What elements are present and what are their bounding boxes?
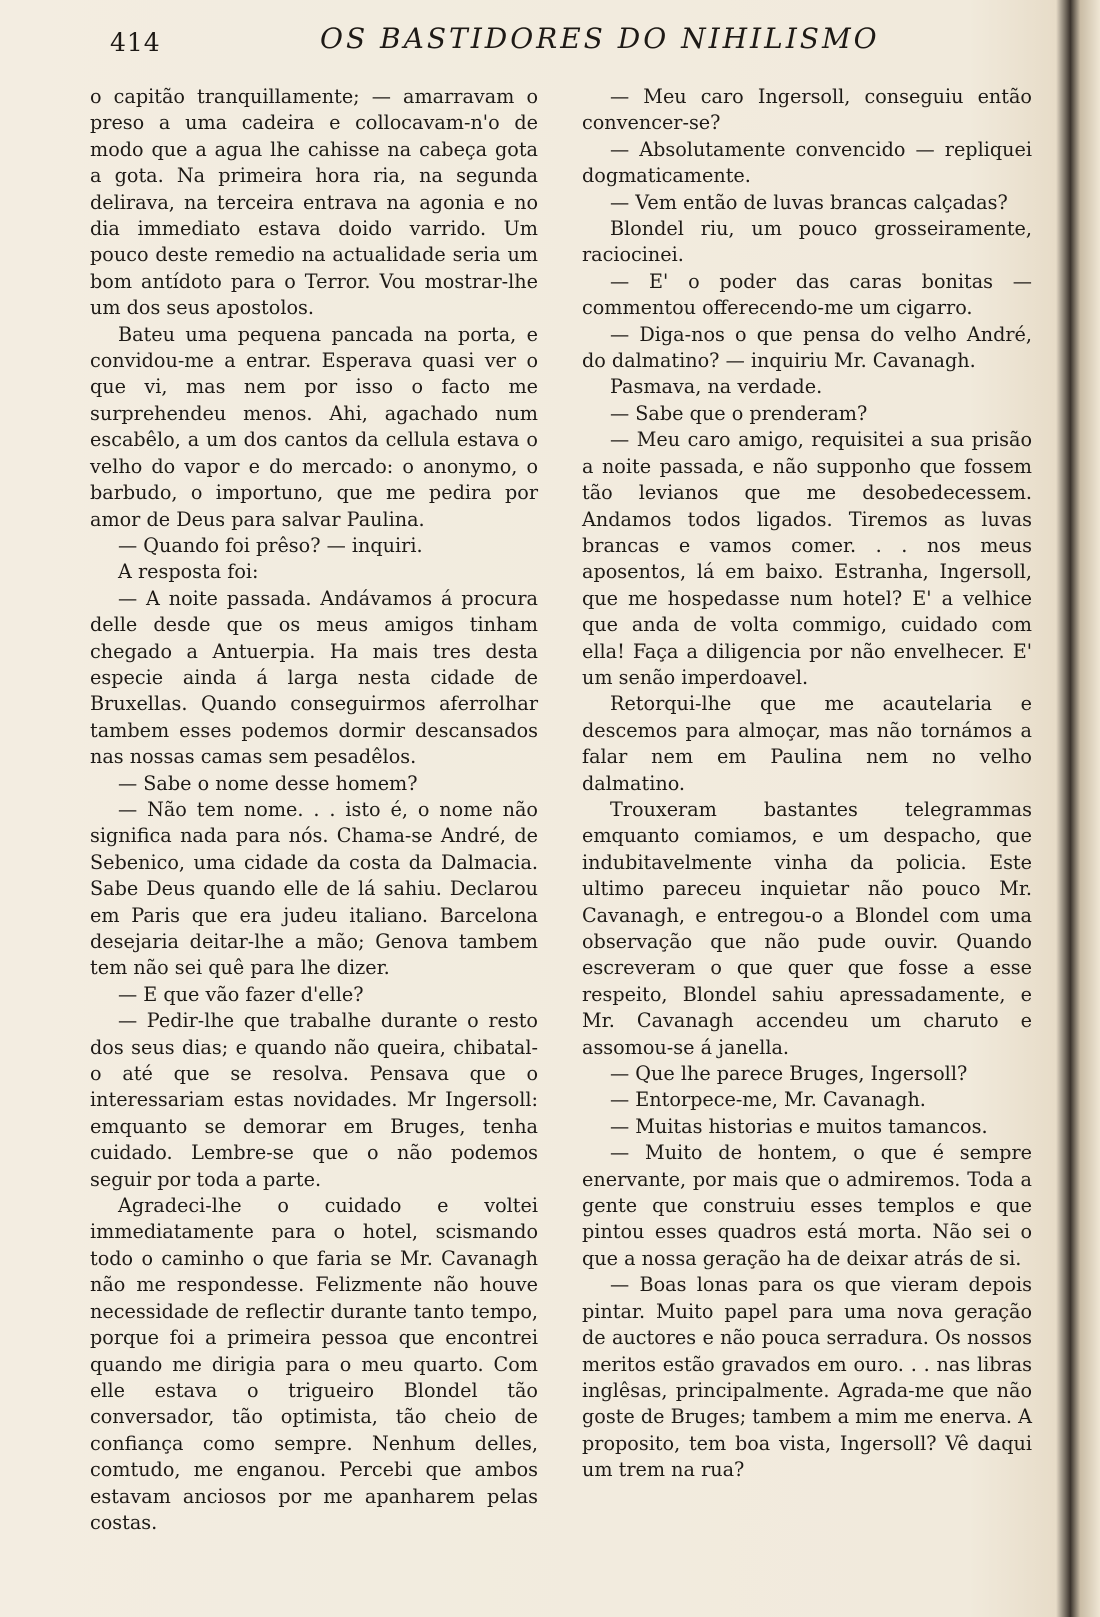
dialogue-line: — Não tem nome. . . isto é, o nome não significa nada para nós. Chama-se André, de Sebenico, uma cidade da costa da Dalmacia. Sabe Deus quando elle de lá sahiu. Declarou em Paris que era judeu italiano. Barcelona desejaria deitar-lhe a mão; Genova tambem tem não sei quê para lhe dizer. [90,797,538,980]
dialogue-line: — E' o poder das caras bonitas — commentou offerecendo-me um cigarro. [582,269,1032,320]
dialogue-line: — Pedir-lhe que trabalhe durante o resto dos seus dias; e quando não queira, chibatal-o até que se resolva. Pensava que o interessariam estas novidades. Mr Ingersoll: emquanto se demorar em Bruges, tenha cuidado. Lembre-se que o não podemos seguir por toda a parte. [90,1009,538,1191]
paragraph: Pasmava, na verdade. [610,375,823,399]
dialogue-line: — Quando foi prêso? — inquiri. [118,533,423,557]
dialogue-line: — A noite passada. Andávamos á procura delle desde que os meus amigos tinham chegado a Antuerpia. Ha mais tres desta especie ainda á larga nesta cidade de Bruxellas. Quando conseguirmos aferrolhar tambem esses podemos dormir descansados nas nossas camas sem pesadêlos. [90,586,538,769]
paragraph: Agradeci-lhe o cuidado e voltei immediatamente para o hotel, scismando todo o caminho o que faria se Mr. Cavanagh não me respondesse. Felizmente não houve necessidade de reflectir durante tanto tempo, porque foi a primeira pessoa que encontrei quando me dirigia para o meu quarto. Com elle estava o trigueiro Blondel tão conversador, tão optimista, tão cheio de confiança como sempre. Nenhum delles, comtudo, me enganou. Percebi que ambos estavam anciosos por me apanharem pelas costas. [90,1194,538,1534]
paragraph: Retorqui-lhe que me acautelaria e descemos para almoçar, mas não tornámos a falar nem em Paulina nem no velho dalmatino. [582,692,1032,795]
right-column [582,84,1032,1484]
running-title: OS BASTIDORES DO NIHILISMO [320,22,880,55]
dialogue-line: — Diga-nos o que pensa do velho André, do dalmatino? — inquiriu Mr. Cavanagh. [582,322,1032,373]
paragraph: Blondel riu, um pouco grosseiramente, raciocinei. [582,217,1032,267]
dialogue-line: — Boas lonas para os que vieram depois pintar. Muito papel para uma nova geração de auctores e não pouca serradura. Os nossos meritos estão gravados em ouro. . . nas libras inglêsas, principalmente. Agrada-me que não goste de Bruges; tambem a mim me enerva. A proposito, tem boa vista, Ingersoll? Vê daqui um trem na rua? [582,1273,1032,1482]
paragraph: Trouxeram bastantes telegrammas emquanto comiamos, e um despacho, que indubitavelmente vinha da policia. Este ultimo pareceu inquietar não pouco Mr. Cavanagh, e entregou-o a Blondel com uma observação que não pude ouvir. Quando escreveram o que quer que fosse a esse respeito, Blondel sahiu apressadamente, e Mr. Cavanagh accendeu um charuto e assomou-se á janella. [582,797,1032,1059]
paragraph: Bateu uma pequena pancada na porta, e convidou-me a entrar. Esperava quasi ver o que vi, mas nem por isso o facto me surprehendeu menos. Ahi, agachado num escabêlo, a um dos cantos da cellula estava o velho do vapor e do mercado: o anonymo, o barbudo, o importuno, que me pedira por amor de Deus para salvar Paulina. [90,322,538,531]
dialogue-line: — E que vão fazer d'elle? [118,982,364,1006]
dialogue-line: — Sabe o nome desse homem? [118,771,418,795]
dialogue-line: — Sabe que o prenderam? [610,401,868,425]
dialogue-line: — Vem então de luvas brancas calçadas? [610,190,1008,214]
page-header [0,20,1050,64]
dialogue-line: — Muitas historias e muitos tamancos. [610,1114,988,1138]
paragraph: A resposta foi: [118,560,259,584]
paragraph: o capitão tranquillamente; — amarravam o preso a uma cadeira e collocavam-n'o de modo que a agua lhe cahisse na cabeça gota a gota. Na primeira hora ria, na segunda delirava, na terceira entrava na agonia e no dia immediato estava doido varrido. Um pouco deste remedio na actualidade seria um bom antídoto para o Terror. Vou mostrar-lhe um dos seus apostolos. [90,85,538,320]
dialogue-line: — Muito de hontem, o que é sempre enervante, por mais que o admiremos. Toda a gente que construiu esses templos e que pintou esses quadros está morta. Não sei o que a nossa geração ha de deixar atrás de si. [582,1141,1032,1270]
dialogue-line: — Entorpece-me, Mr. Cavanagh. [610,1088,926,1112]
dialogue-line: — Absolutamente convencido — repliquei dogmaticamente. [582,137,1032,188]
dialogue-line: — Meu caro Ingersoll, conseguiu então convencer-se? [582,85,1032,135]
left-column [90,84,538,1536]
dialogue-line: — Que lhe parece Bruges, Ingersoll? [610,1062,968,1086]
page-number: 414 [110,28,161,57]
dialogue-line: — Meu caro amigo, requisitei a sua prisão a noite passada, e não supponho que fossem tão levianos que me desobedecessem. Andamos todos ligados. Tiremos as luvas brancas e vamos comer. . . nos meus aposentos, lá em baixo. Estranha, Ingersoll, que me hospedasse num hotel? E' a velhice que anda de volta commigo, cuidado com ella! Faça a diligencia por não envelhecer. E' um senão imperdoavel. [582,428,1032,689]
